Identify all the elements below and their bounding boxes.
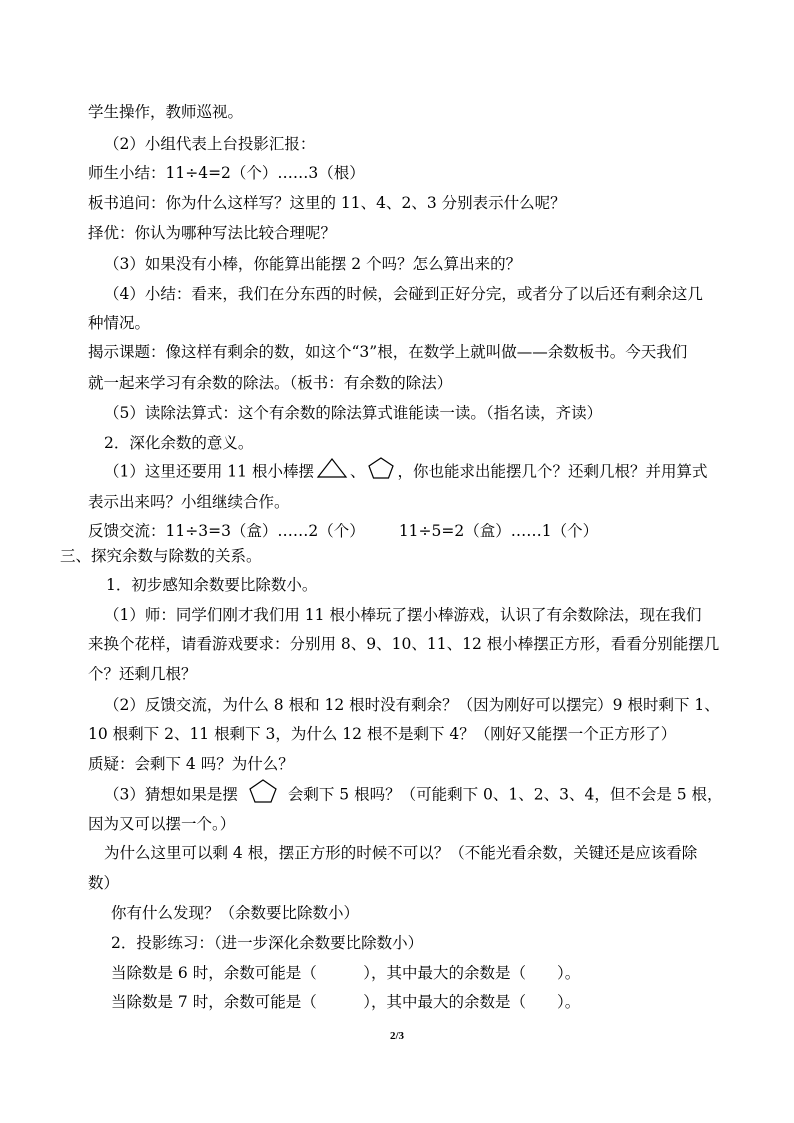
text-line: （2）小组代表上台投影汇报：	[104, 135, 316, 153]
feedback-equation-1: 11÷3=3（盒）……2（个）	[165, 522, 365, 540]
text-line: 来换个花样，请看游戏要求：分别用 8、9、10、11、12 根小棒摆正方形，看看分别能摆几	[88, 635, 720, 653]
text-line: 10 根剩下 2、11 根剩下 3，为什么 12 根不是剩下 4？（刚好又能摆一个正方形了）	[88, 725, 677, 743]
text-line: （3）如果没有小棒，你能算出能摆 2 个吗？怎么算出来的？	[104, 255, 522, 273]
text-line: 为什么这里可以剩 4 根，摆正方形的时候不可以？（不能光看余数，关键还是应该看除	[104, 844, 698, 862]
pentagon-icon	[367, 456, 395, 489]
text-line: 数）	[88, 874, 120, 892]
text-line: 种情况。	[88, 314, 151, 332]
pentagon-icon	[248, 778, 278, 813]
feedback-line	[88, 521, 598, 541]
text-line: 表示出来吗？小组继续合作。	[88, 493, 290, 511]
text-line: 个？还剩几根？	[88, 665, 197, 683]
text-line: 2．投影练习：（进一步深化余数要比除数小）	[111, 934, 424, 952]
text-line: 择优：你认为哪种写法比较合理呢？	[88, 224, 337, 242]
shape-line-before: （1）这里还要用 11 根小棒摆	[104, 462, 314, 481]
text-line: （1）师：同学们刚才我们用 11 根小棒玩了摆小棒游戏，认识了有余数除法，现在我们	[104, 606, 702, 624]
feedback-equation-2: 11÷5=2（盒）……1（个）	[398, 522, 599, 540]
shape-line-between: 、	[349, 462, 366, 481]
page-number: 2/3	[389, 1030, 405, 1042]
text-line: 你有什么发现？（余数要比除数小）	[111, 904, 360, 922]
text-line: （2）反馈交流，为什么 8 根和 12 根时没有剩余？（因为刚好可以摆完）9 根时剩下 1、	[104, 696, 720, 714]
text-line: 1．初步感知余数要比除数小。	[106, 576, 318, 594]
shape-line	[104, 456, 707, 489]
guess-line	[104, 778, 723, 813]
guess-line-after: 会剩下 5 根吗？（可能剩下 0、1、2、3、4，但不会是 5 根，	[287, 785, 723, 804]
text-line: 揭示课题：像这样有剩余的数，如这个“3”根，在数学上就叫做——余数板书。今天我们	[88, 343, 688, 361]
text-line: 2．深化余数的意义。	[104, 434, 254, 452]
text-line: （5）读除法算式：这个有余数的除法算式谁能读一读。（指名读，齐读）	[104, 404, 603, 422]
text-line: 板书追问：你为什么这样写？这里的 11、4、2、3 分别表示什么呢？	[88, 194, 566, 212]
shape-line-after: ，你也能求出能摆几个？还剩几根？并用算式	[397, 462, 708, 481]
section-heading: 三、探究余数与除数的关系。	[60, 547, 262, 565]
text-line: 学生操作，教师巡视。	[88, 103, 244, 121]
triangle-icon	[316, 457, 348, 488]
text-line: 师生小结：11÷4=2（个）……3（根）	[88, 164, 365, 182]
text-line: 就一起来学习有余数的除法。（板书：有余数的除法）	[88, 374, 453, 392]
text-line: （4）小结：看来，我们在分东西的时候，会碰到正好分完，或者分了以后还有剩余这几	[104, 285, 703, 303]
text-line: 质疑：会剩下 4 吗？为什么？	[88, 755, 294, 773]
text-line: 因为又可以摆一个。）	[88, 815, 236, 833]
guess-line-before: （3）猜想如果是摆	[104, 785, 238, 804]
feedback-label: 反馈交流：	[88, 522, 166, 540]
text-line: 当除数是 6 时，余数可能是（ ），其中最大的余数是（ ）。	[111, 964, 581, 982]
text-line: 当除数是 7 时，余数可能是（ ），其中最大的余数是（ ）。	[111, 993, 581, 1011]
